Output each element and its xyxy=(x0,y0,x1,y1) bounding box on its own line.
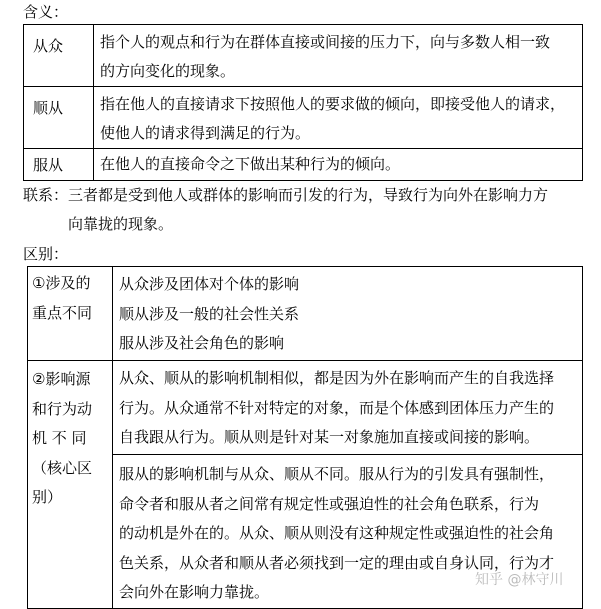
definition-line: 在他人的直接命令之下做出某种行为的倾向。 xyxy=(100,155,401,173)
definition-line: 的方向变化的现象。 xyxy=(100,62,236,80)
table-row xyxy=(24,25,583,87)
definition-line: 指个人的观点和行为在群体直接或间接的压力下，向与多数人相一致 xyxy=(100,33,551,51)
relation-line: 向靠拢的现象。 xyxy=(68,215,174,233)
watermark-text: 知乎 @林守川 xyxy=(475,572,564,588)
table-row xyxy=(28,267,583,361)
difference-cell: 从众涉及团体对个体的影响 顺从涉及一般的社会性关系 服从涉及社会角色的影响 xyxy=(113,267,583,361)
meaning-heading: 含义： xyxy=(23,3,69,21)
table-row xyxy=(24,87,583,149)
term-cell: 从众 xyxy=(24,25,94,87)
definition-cell xyxy=(94,25,583,87)
definition-line: 指在他人的直接请求下按照他人的要求做的倾向，即接受他人的请求， xyxy=(100,95,566,113)
definition-line: 使他人的请求得到满足的行为。 xyxy=(100,124,311,142)
relation-label: 联系： xyxy=(23,186,69,204)
term-cell: 服从 xyxy=(24,149,94,181)
relation-section xyxy=(23,181,593,239)
relation-line: 三者都是受到他人或群体的影响而引发的行为，导致行为向外在影响力方 xyxy=(68,186,549,204)
table-row xyxy=(24,149,583,181)
aspect-cell: ②影响源 和行为动 机 不 同 （核心区 别） xyxy=(28,361,113,609)
difference-cell: 从众、顺从的影响机制相似，都是因为外在影响而产生的自我选择 行为。从众通常不针对特定的对象，而是个体感到团体压力产生的 自我跟从行为。顺从则是针对某一对象施加直接或间接的影响。 xyxy=(113,361,583,455)
table-row xyxy=(28,361,583,455)
definition-cell xyxy=(94,149,583,181)
aspect-cell: ①涉及的 重点不同 xyxy=(28,267,113,361)
meaning-table xyxy=(23,24,583,181)
definition-cell xyxy=(94,87,583,149)
difference-heading: 区别： xyxy=(23,245,69,263)
term-cell: 顺从 xyxy=(24,87,94,149)
difference-cell: 服从的影响机制与从众、顺从不同。服从行为的引发具有强制性， 命令者和服从者之间常有规定性或强迫性的社会角色联系，行为 的动机是外在的。从众、顺从则没有这种规定性或强迫性的社会角 色关系，从众者和顺从者必须找到一定的理由或自身认同，行为才 会向外在影响力靠拢。 xyxy=(113,455,583,609)
difference-table xyxy=(27,266,583,609)
